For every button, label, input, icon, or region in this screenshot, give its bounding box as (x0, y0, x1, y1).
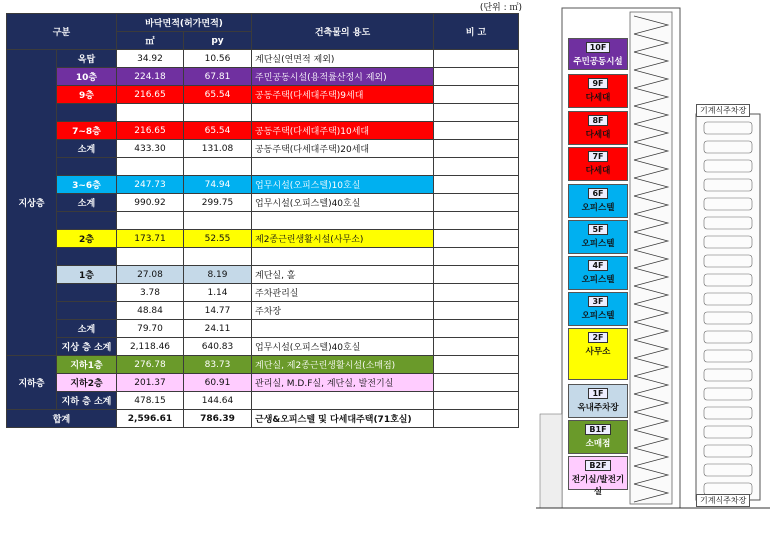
area-py: 52.55 (184, 230, 252, 248)
area-sqm: 3.78 (117, 284, 184, 302)
area-sqm (117, 158, 184, 176)
usage: 계단실(연면적 제외) (252, 50, 434, 68)
floor-label: 소계 (57, 320, 117, 338)
area-sqm (117, 104, 184, 122)
table-row (7, 176, 519, 194)
usage (252, 212, 434, 230)
area-py: 24.11 (184, 320, 252, 338)
floor-area-table (6, 13, 519, 428)
area-sqm: 990.92 (117, 194, 184, 212)
table-row (7, 86, 519, 104)
floor-name: 소매점 (585, 439, 611, 449)
table-row (7, 374, 519, 392)
floor-block-7f (568, 147, 628, 181)
area-sqm: 478.15 (117, 392, 184, 410)
floor-block-8f (568, 111, 628, 145)
area-sqm: 34.92 (117, 50, 184, 68)
usage: 공동주택(다세대주택)20세대 (252, 140, 434, 158)
floor-name: 다세대 (585, 93, 611, 103)
remarks (434, 176, 519, 194)
floor-label: 지하1층 (57, 356, 117, 374)
floor-tag: 1F (588, 388, 607, 399)
remarks (434, 302, 519, 320)
table-row-total (7, 410, 519, 428)
floor-label: 2층 (57, 230, 117, 248)
area-py: 14.77 (184, 302, 252, 320)
table-row (7, 140, 519, 158)
floor-label (57, 212, 117, 230)
table-row (7, 68, 519, 86)
floor-tag: B2F (585, 460, 610, 471)
area-py: 65.54 (184, 122, 252, 140)
floor-label: 소계 (57, 140, 117, 158)
remarks (434, 284, 519, 302)
floor-name: 다세대 (585, 130, 611, 140)
table-row (7, 248, 519, 266)
remarks (434, 374, 519, 392)
unit-note: (단위 : ㎡) (479, 3, 522, 13)
table-row (7, 50, 519, 68)
usage: 주민공동시설(용적률산정시 제외) (252, 68, 434, 86)
area-py: 67.81 (184, 68, 252, 86)
area-sqm: 173.71 (117, 230, 184, 248)
usage: 공동주택(다세대주택)9세대 (252, 86, 434, 104)
usage: 업무시설(오피스텔)10호실 (252, 176, 434, 194)
usage: 업무시설(오피스텔)40호실 (252, 338, 434, 356)
remarks (434, 122, 519, 140)
floor-name: 오피스텔 (581, 311, 615, 321)
table-row (7, 104, 519, 122)
floor-tag: B1F (585, 424, 610, 435)
table-row (7, 266, 519, 284)
table-row (7, 158, 519, 176)
area-sqm: 48.84 (117, 302, 184, 320)
area-py: 1.14 (184, 284, 252, 302)
area-sqm: 224.18 (117, 68, 184, 86)
area-py (184, 104, 252, 122)
floor-label: 지하2층 (57, 374, 117, 392)
table-row (7, 122, 519, 140)
area-py: 74.94 (184, 176, 252, 194)
area-sqm: 216.65 (117, 86, 184, 104)
header-floor-area: 바닥면적(허가면적) (117, 14, 252, 32)
floor-name: 주민공동시설 (573, 57, 623, 67)
table-row (7, 284, 519, 302)
remarks (434, 194, 519, 212)
parking-label-bottom: 기계식주차장 (696, 494, 750, 507)
remarks (434, 86, 519, 104)
floor-tag: 5F (588, 224, 607, 235)
remarks (434, 212, 519, 230)
floor-name: 다세대 (585, 166, 611, 176)
usage: 주차장 (252, 302, 434, 320)
usage (252, 320, 434, 338)
area-py: 640.83 (184, 338, 252, 356)
floor-label: 지상 층 소계 (57, 338, 117, 356)
floor-label (57, 158, 117, 176)
remarks (434, 248, 519, 266)
section-total: 합계 (7, 410, 117, 428)
usage (252, 158, 434, 176)
remarks (434, 392, 519, 410)
area-py: 10.56 (184, 50, 252, 68)
area-sqm: 201.37 (117, 374, 184, 392)
area-py (184, 248, 252, 266)
floor-block-4f (568, 256, 628, 290)
floor-block-10f (568, 38, 628, 70)
parking-label-top: 기계식주차장 (696, 104, 750, 117)
remarks (434, 338, 519, 356)
area-sqm: 433.30 (117, 140, 184, 158)
usage (252, 248, 434, 266)
floor-tag: 9F (588, 78, 607, 89)
table-row (7, 302, 519, 320)
floor-block-b1f (568, 420, 628, 454)
usage: 계단실, 홀 (252, 266, 434, 284)
floor-tag: 8F (588, 115, 607, 126)
table-row (7, 320, 519, 338)
header-remarks: 비 고 (434, 14, 519, 50)
floor-tag: 2F (588, 332, 607, 343)
area-sqm: 27.08 (117, 266, 184, 284)
area-sqm: 276.78 (117, 356, 184, 374)
floor-label: 9층 (57, 86, 117, 104)
floor-block-b2f (568, 456, 628, 497)
area-sqm: 79.70 (117, 320, 184, 338)
floor-tag: 6F (588, 188, 607, 199)
building-section-diagram (536, 4, 770, 534)
area-sqm: 216.65 (117, 122, 184, 140)
table-row (7, 338, 519, 356)
floor-label: 7~8층 (57, 122, 117, 140)
remarks (434, 410, 519, 428)
usage: 주차관리실 (252, 284, 434, 302)
header-category: 구분 (7, 14, 117, 50)
remarks (434, 158, 519, 176)
area-py: 60.91 (184, 374, 252, 392)
floor-label: 옥탑 (57, 50, 117, 68)
floor-tag: 10F (586, 42, 611, 53)
floor-label: 소계 (57, 194, 117, 212)
floor-label (57, 302, 117, 320)
floor-block-2f (568, 328, 628, 380)
area-sqm: 2,118.46 (117, 338, 184, 356)
floor-name: 옥내주차장 (577, 403, 619, 413)
floor-label: 10층 (57, 68, 117, 86)
usage (252, 104, 434, 122)
table-row (7, 392, 519, 410)
table-row (7, 212, 519, 230)
area-py: 83.73 (184, 356, 252, 374)
area-py: 144.64 (184, 392, 252, 410)
floor-name: 오피스텔 (581, 275, 615, 285)
remarks (434, 320, 519, 338)
floor-label (57, 104, 117, 122)
section-above-ground: 지상층 (7, 50, 57, 356)
floor-name: 사무소 (585, 347, 611, 357)
area-sqm: 247.73 (117, 176, 184, 194)
table-row (7, 356, 519, 374)
usage: 업무시설(오피스텔)40호실 (252, 194, 434, 212)
remarks (434, 356, 519, 374)
area-py: 299.75 (184, 194, 252, 212)
remarks (434, 140, 519, 158)
remarks (434, 266, 519, 284)
usage: 근생&오피스텔 및 다세대주택(71호실) (252, 410, 434, 428)
usage: 제2종근린생활시설(사무소) (252, 230, 434, 248)
usage: 관리실, M.D.F실, 계단실, 발전기실 (252, 374, 434, 392)
floor-label: 1층 (57, 266, 117, 284)
area-py (184, 212, 252, 230)
table-row (7, 194, 519, 212)
floor-label (57, 248, 117, 266)
floor-name: 오피스텔 (581, 239, 615, 249)
floor-tag: 4F (588, 260, 607, 271)
remarks (434, 230, 519, 248)
table-row (7, 230, 519, 248)
area-sqm: 2,596.61 (117, 410, 184, 428)
area-sqm (117, 212, 184, 230)
floor-label: 3~6층 (57, 176, 117, 194)
area-py (184, 158, 252, 176)
floor-name: 전기실/발전기실 (571, 475, 625, 497)
floor-block-6f (568, 184, 628, 218)
area-sqm (117, 248, 184, 266)
usage: 공동주택(다세대주택)10세대 (252, 122, 434, 140)
floor-tag: 7F (588, 151, 607, 162)
usage: 계단실, 제2종근린생활시설(소매점) (252, 356, 434, 374)
remarks (434, 50, 519, 68)
remarks (434, 68, 519, 86)
header-usage: 건축물의 용도 (252, 14, 434, 50)
header-sqm: ㎡ (117, 32, 184, 50)
floor-block-1f (568, 384, 628, 418)
floor-label: 지하 층 소계 (57, 392, 117, 410)
remarks (434, 104, 519, 122)
area-py: 8.19 (184, 266, 252, 284)
header-py: py (184, 32, 252, 50)
area-py: 786.39 (184, 410, 252, 428)
floor-block-9f (568, 74, 628, 108)
floor-tag: 3F (588, 296, 607, 307)
floor-name: 오피스텔 (581, 203, 615, 213)
floor-block-3f (568, 292, 628, 326)
area-py: 131.08 (184, 140, 252, 158)
section-below-ground: 지하층 (7, 356, 57, 410)
area-py: 65.54 (184, 86, 252, 104)
usage (252, 392, 434, 410)
floor-label (57, 284, 117, 302)
floor-block-5f (568, 220, 628, 254)
